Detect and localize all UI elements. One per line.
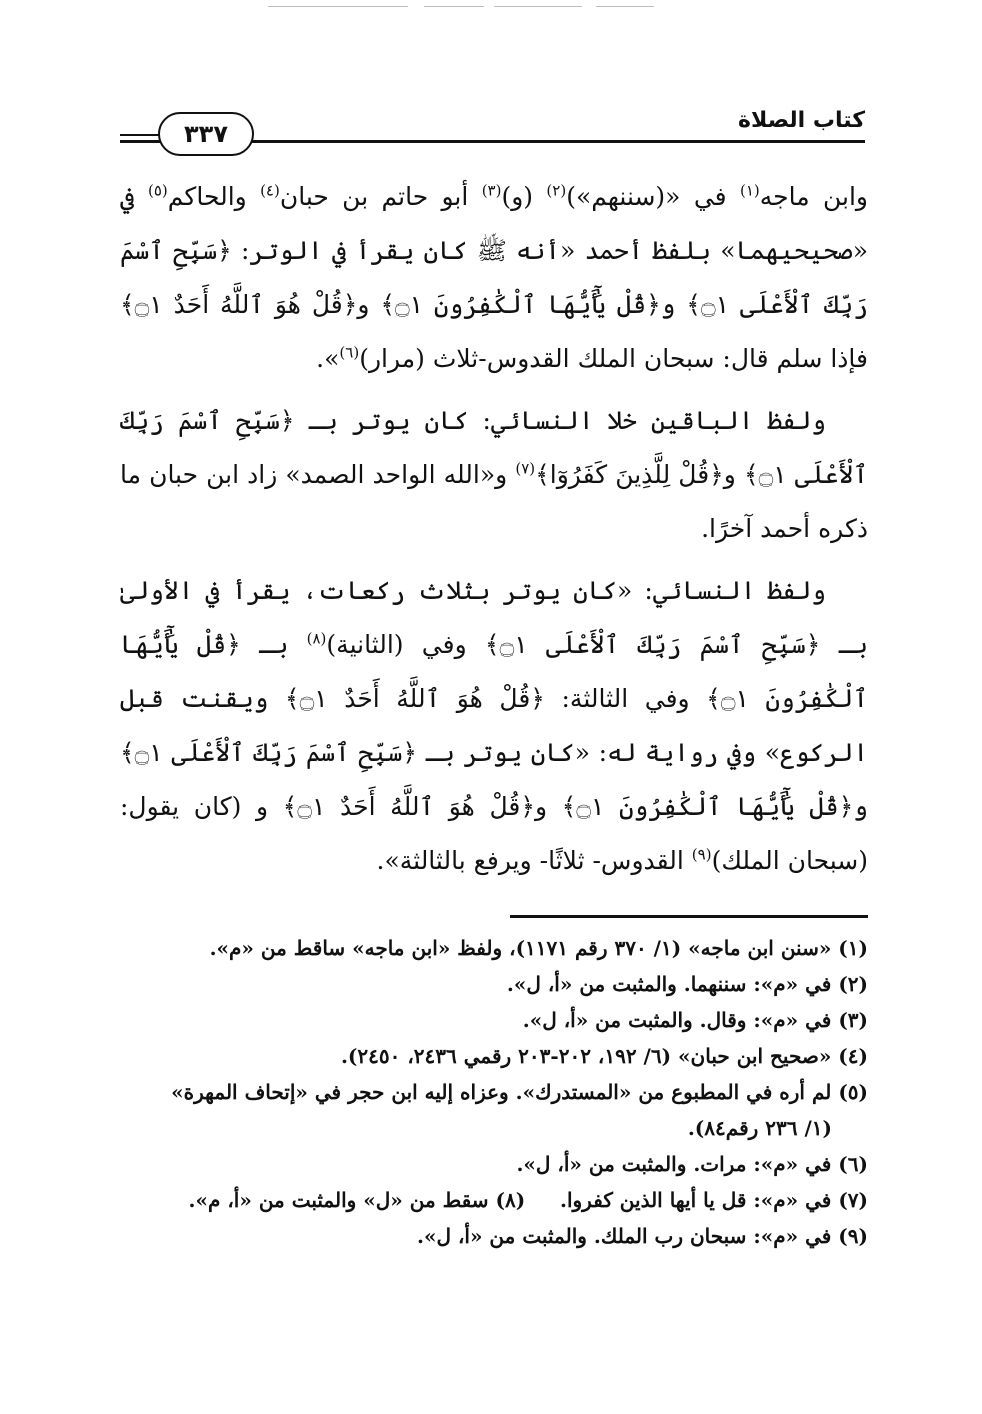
footnote-ref: (٢) — [546, 181, 567, 200]
text-run: ولفظ النسائي: «كان يوتر بثلاث ركعات، يقرأ في الأولىٰ بـ ﴿سَبِّحِ ٱسْمَ رَبِّكَ ٱلْأَعْلَى ۝١﴾ وفي (الثانية) — [120, 576, 868, 659]
footnote-separator — [510, 915, 868, 918]
footnote-ref: (١) — [739, 181, 760, 200]
footnote-7-8 — [120, 1182, 868, 1218]
footnote-9: (٩) في «م»: سبحان رب الملك. والمثبت من «أ، ل». — [417, 1224, 868, 1248]
chapter-title: كتاب الصلاة — [738, 108, 865, 133]
page-header — [120, 108, 865, 158]
text-run: وابن ماجه — [759, 182, 868, 211]
text-run: في «صحيحيهما» بلفظ أحمد «أنه ﷺ كان يقرأ في الوتر: ﴿سَبِّحِ ٱسْمَ رَبِّكَ ٱلْأَعْلَى ۝١﴾ و﴿قُلْ يَٰٓأَيُّهَا ٱلْكَٰفِرُونَ ۝١﴾ و﴿قُلْ هُوَ ٱللَّهُ أَحَدٌ ۝١﴾ فإذا سلم قال: سبحان الملك القدوس-ثلاث (مرار) — [120, 182, 868, 373]
footnote-ref: (٣) — [481, 181, 502, 200]
footnote-4: (٤) «صحيح ابن حبان» (٦/ ١٩٢، ٢٠٢-٢٠٣ رقمي ٢٤٣٦، ٢٤٥٠). — [340, 1044, 868, 1068]
text-run: ». — [316, 344, 340, 373]
footnote-5 — [120, 1074, 868, 1146]
footnote-7: (٧) في «م»: قل يا أيها الذين كفروا. — [559, 1188, 868, 1212]
footnote-ref: (٤) — [260, 181, 280, 200]
footnote-ref: (٩) — [691, 845, 712, 864]
footnote-ref: (٧) — [515, 459, 536, 478]
footnote-ref: (٦) — [339, 343, 360, 362]
footnote-ref: (٥) — [148, 181, 168, 200]
text-run: أبو حاتم بن حبان — [279, 182, 482, 211]
paragraph-2 — [120, 394, 868, 556]
scan-artifact-lines — [0, 6, 982, 10]
text-run: (و) — [501, 182, 547, 211]
text-run: في «(سننهم») — [566, 182, 740, 211]
footnote-ref: (٨) — [306, 629, 327, 648]
text-run: والحاكم — [167, 182, 261, 211]
footnote-2: (٢) في «م»: سننهما. والمثبت من «أ، ل». — [506, 972, 868, 996]
text-run: بـ ﴿قُلْ يَٰٓأَيُّهَا ٱلْكَٰفِرُونَ ۝١﴾ وفي الثالثة: ﴿قُلْ هُوَ ٱللَّهُ أَحَدٌ ۝١﴾ ويقنت قبل الركوع» وفي رواية له: «كان يوتر بـ ﴿سَبِّحِ ٱسْمَ رَبِّكَ ٱلْأَعْلَى ۝١﴾ و﴿قُلْ يَٰٓأَيُّهَا ٱلْكَٰفِرُونَ ۝١﴾ و﴿قُلْ هُوَ ٱللَّهُ أَحَدٌ ۝١﴾ و (كان يقول: (سبحان الملك) — [120, 630, 868, 875]
footnote-6: (٦) في «م»: مرات. والمثبت من «أ، ل». — [516, 1152, 868, 1176]
page-number: ٣٣٧ — [158, 112, 254, 156]
footnotes — [120, 930, 868, 1254]
paragraph-3 — [120, 564, 868, 888]
footnote-8: (٨) سقط من «ل» والمثبت من «أ، م». — [188, 1188, 526, 1212]
text-run: ولفظ الباقين خلا النسائي: كان يوتر بـ ﴿سَبِّحِ ٱسْمَ رَبِّكَ ٱلْأَعْلَى ۝١﴾ و﴿قُلْ لِلَّذِينَ كَفَرُوٓا﴾ — [120, 406, 869, 489]
footnote-5-line-1: (٥) لم أره في المطبوع من «المستدرك». وعزاه إليه ابن حجر في «إتحاف المهرة» — [171, 1080, 868, 1104]
text-run: القدوس- ثلاثًا- ويرفع بالثالثة». — [376, 846, 692, 875]
footnote-1: (١) «سنن ابن ماجه» (١/ ٣٧٠ رقم ١١٧١)، ولفظ «ابن ماجه» ساقط من «م». — [209, 936, 868, 960]
footnote-5-line-2: (١/ ٢٣٦ رقم٨٤). — [687, 1116, 832, 1140]
footnote-3: (٣) في «م»: وقال. والمثبت من «أ، ل». — [522, 1008, 868, 1032]
text-run: و«الله الواحد الصمد» زاد ابن حبان ما ذكره أحمد آخرًا. — [120, 460, 868, 543]
main-text — [120, 170, 868, 896]
paragraph-1 — [120, 170, 868, 386]
